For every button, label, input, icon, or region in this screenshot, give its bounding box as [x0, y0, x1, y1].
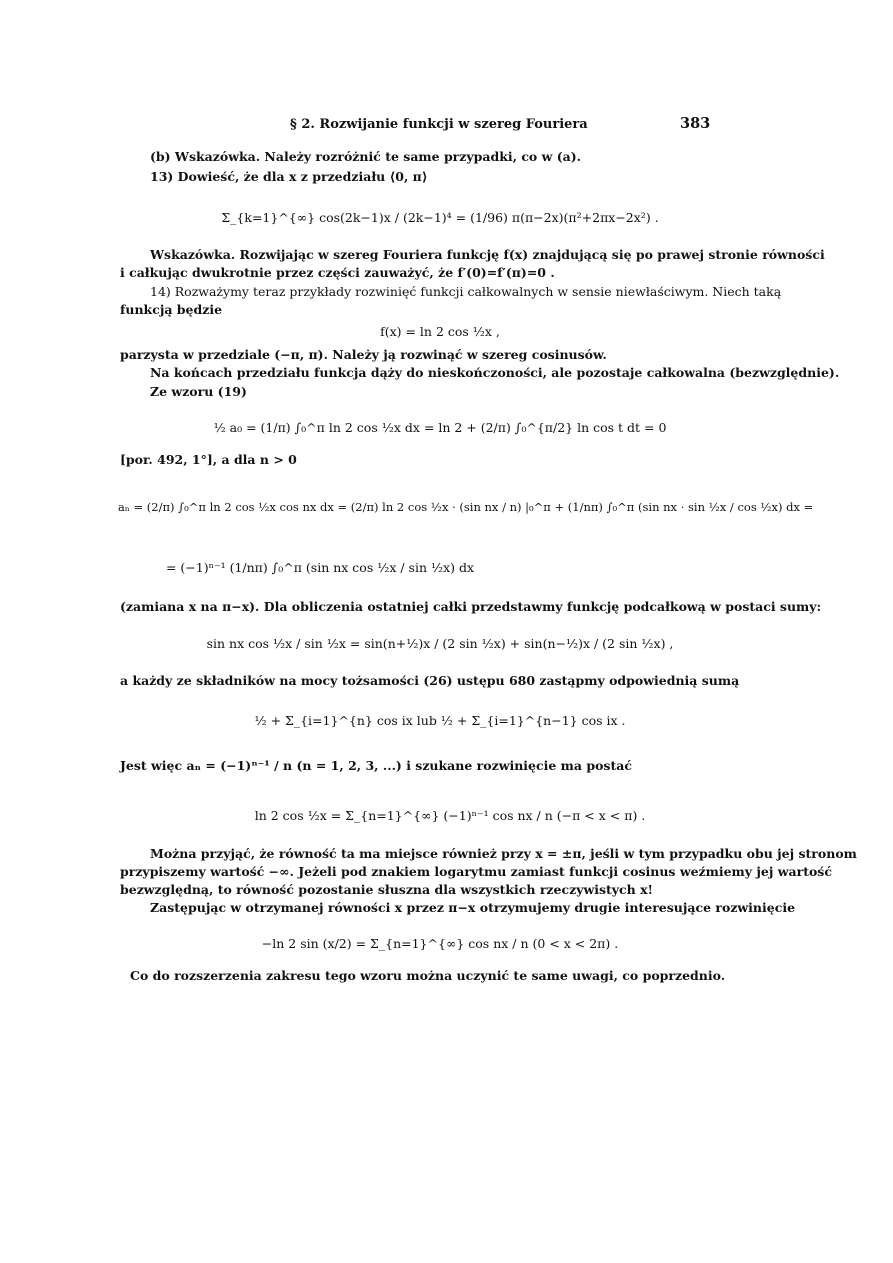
exercise-14-line-2: funkcją będzie	[120, 302, 223, 317]
equation-3: ½ a₀ = (1/π) ∫₀^π ln 2 cos ½x dx = ln 2 + (2/π) ∫₀^{π/2} ln cos t dt = 0	[213, 420, 667, 435]
exercise-13-line: 13) Dowieść, że dla x z przedziału ⟨0, π⟩	[150, 169, 428, 184]
equation-4: aₙ = (2/π) ∫₀^π ln 2 cos ½x cos nx dx = (2/π) ln 2 cos ½x · (sin nx / n) |₀^π + (1/nπ) ∫₀^π (sin nx · sin ½x / cos ½x) dx =	[118, 500, 814, 514]
paragraph-line-18: Co do rozszerzenia zakresu tego wzoru można uczynić te same uwagi, co poprzednio.	[130, 968, 726, 983]
paragraph-line-17: Zastępując w otrzymanej równości x przez π−x otrzymujemy drugie interesujące rozwinięcie	[150, 900, 796, 915]
equation-1: Σ_{k=1}^{∞} cos(2k−1)x / (2k−1)⁴ = (1/96) π(π−2x)(π²+2πx−2x²) .	[221, 210, 659, 225]
equation-5: = (−1)ⁿ⁻¹ (1/nπ) ∫₀^π (sin nx cos ½x / sin ½x) dx	[165, 560, 475, 575]
paragraph-line-11: (zamiana x na π−x). Dla obliczenia ostatniej całki przedstawmy funkcję podcałkową w postaci sumy:	[120, 599, 822, 614]
exercise-14-line-1: 14) Rozważymy teraz przykłady rozwinięć funkcji całkowalnych w sensie niewłaściwym. Niech taką	[150, 284, 782, 299]
paragraph-line-12: a każdy ze składników na mocy tożsamości (26) ustępu 680 zastąpmy odpowiednią sumą	[120, 673, 740, 688]
running-title: § 2. Rozwijanie funkcji w szereg Fouriera	[290, 117, 588, 132]
equation-9: −ln 2 sin (x/2) = Σ_{n=1}^{∞} cos nx / n (0 < x < 2π) .	[261, 936, 619, 951]
equation-2: f(x) = ln 2 cos ½x ,	[380, 324, 500, 339]
page-number: 383	[680, 115, 711, 132]
paragraph-line-9: Ze wzoru (19)	[150, 384, 247, 399]
paragraph-line-14: Można przyjąć, że równość ta ma miejsce również przy x = ±π, jeśli w tym przypadku obu jej stronom	[150, 846, 857, 861]
equation-6: sin nx cos ½x / sin ½x = sin(n+½)x / (2 sin ½x) + sin(n−½)x / (2 sin ½x) ,	[206, 636, 674, 651]
paragraph-line-13: Jest więc aₙ = (−1)ⁿ⁻¹ / n (n = 1, 2, 3, ...) i szukane rozwinięcie ma postać	[120, 758, 632, 773]
hint-13-line-1: Wskazówka. Rozwijając w szereg Fouriera funkcję f(x) znajdującą się po prawej stronie równości	[150, 247, 825, 262]
hint-b-line: (b) Wskazówka. Należy rozróżnić te same przypadki, co w (a).	[150, 149, 582, 164]
paragraph-line-15: przypiszemy wartość −∞. Jeżeli pod znakiem logarytmu zamiast funkcji cosinus weźmiemy jej wartość	[120, 864, 832, 879]
paragraph-line-16: bezwzględną, to równość pozostanie słuszna dla wszystkich rzeczywistych x!	[120, 882, 654, 897]
hint-13-line-2: i całkując dwukrotnie przez części zauważyć, że f′(0)=f′(π)=0 .	[120, 265, 555, 280]
paragraph-line-7: parzysta w przedziale (−π, π). Należy ją rozwinąć w szereg cosinusów.	[120, 347, 607, 362]
paragraph-line-10: [por. 492, 1°], a dla n > 0	[120, 452, 297, 467]
equation-7: ½ + Σ_{i=1}^{n} cos ix lub ½ + Σ_{i=1}^{n−1} cos ix .	[254, 713, 626, 728]
paragraph-line-8: Na końcach przedziału funkcja dąży do nieskończoności, ale pozostaje całkowalna (bezwzględnie).	[150, 365, 840, 380]
equation-8: ln 2 cos ½x = Σ_{n=1}^{∞} (−1)ⁿ⁻¹ cos nx / n (−π < x < π) .	[254, 808, 646, 823]
